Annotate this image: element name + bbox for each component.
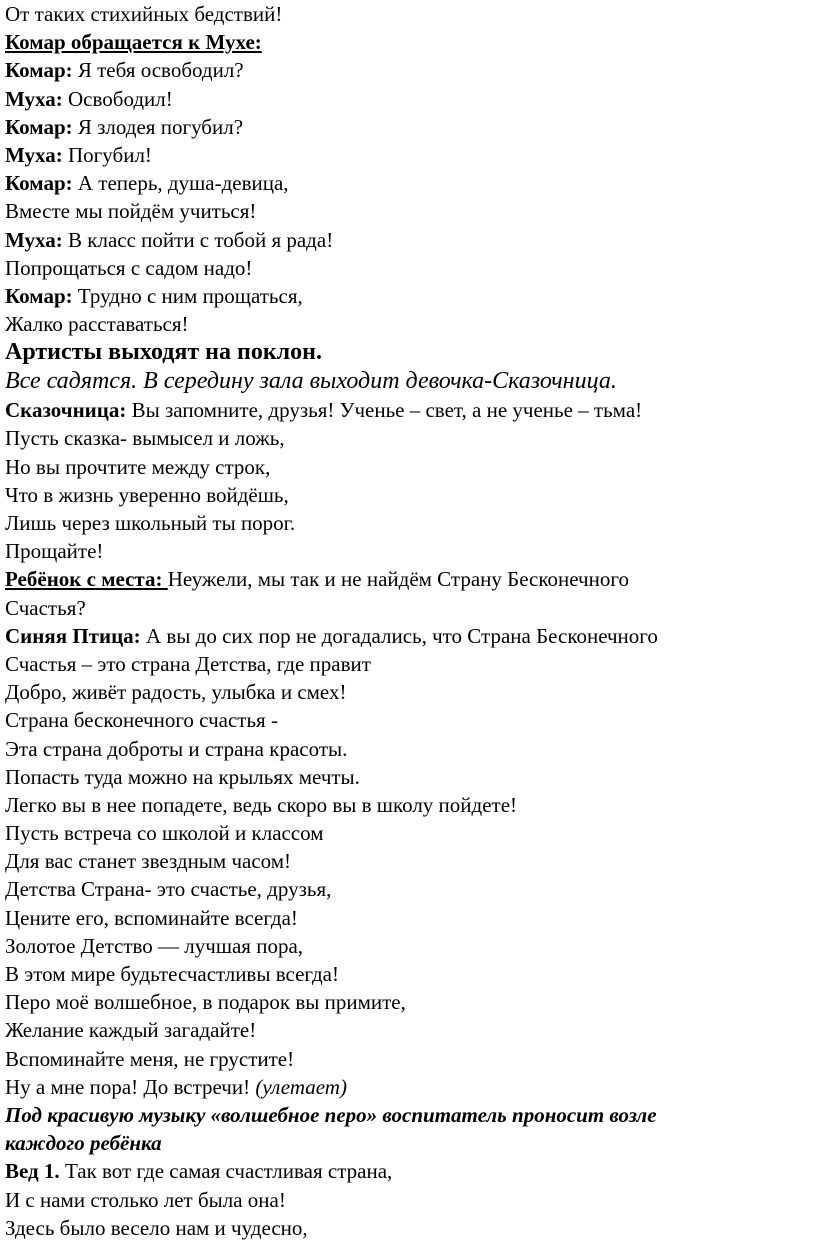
speaker-label: Комар: bbox=[5, 58, 73, 83]
line-text: (улетает) bbox=[255, 1074, 347, 1099]
line-text: Для вас станет звездным часом! bbox=[5, 849, 292, 874]
line-text: Ну а мне пора! До встречи! bbox=[5, 1074, 256, 1099]
line-text: Но вы прочтите между строк, bbox=[5, 454, 271, 479]
text-line bbox=[5, 1129, 816, 1157]
text-line bbox=[5, 1016, 816, 1044]
text-line bbox=[5, 0, 816, 28]
text-line bbox=[5, 735, 816, 763]
line-text: Детства Страна- это счастье, друзья, bbox=[5, 877, 332, 902]
text-line bbox=[5, 453, 816, 481]
speaker-label: Вед 1. bbox=[5, 1159, 60, 1184]
text-line bbox=[5, 169, 816, 197]
text-line bbox=[5, 678, 816, 706]
text-line bbox=[5, 56, 816, 84]
speaker-label: Синяя Птица: bbox=[5, 623, 141, 648]
line-text: Золотое Детство — лучшая пора, bbox=[5, 933, 304, 958]
line-text: Так вот где самая счастливая страна, bbox=[59, 1159, 393, 1184]
line-text: И с нами столько лет была она! bbox=[5, 1187, 286, 1212]
speaker-label: Под красивую музыку «волшебное перо» воспитатель проносит возле bbox=[5, 1102, 657, 1127]
speaker-label: Муха: bbox=[5, 227, 63, 252]
text-line bbox=[5, 960, 816, 988]
text-line bbox=[5, 28, 816, 56]
line-text: Лишь через школьный ты порог. bbox=[5, 511, 296, 535]
text-line bbox=[5, 650, 816, 678]
line-text: В этом мире будьтесчастливы всегда! bbox=[5, 962, 339, 986]
speaker-label: Муха: bbox=[5, 86, 63, 111]
text-line bbox=[5, 763, 816, 791]
line-text: Я тебя освободил? bbox=[72, 58, 244, 83]
text-line bbox=[5, 481, 816, 509]
line-text: Эта страна доброты и страна красоты. bbox=[5, 736, 348, 761]
text-line bbox=[5, 141, 816, 169]
line-text: Легко вы в нее попадете, ведь скоро вы в школу пойдете! bbox=[5, 792, 518, 817]
line-text: Здесь было весело нам и чудесно, bbox=[5, 1215, 308, 1240]
line-text: От таких стихийных бедствий! bbox=[5, 2, 283, 26]
line-text: Неужели, мы так и не найдём Страну Бесконечного bbox=[167, 567, 629, 592]
text-line bbox=[5, 875, 816, 903]
speaker-label: Комар обращается к Мухе: bbox=[5, 30, 262, 55]
text-line bbox=[5, 706, 816, 734]
text-line bbox=[5, 1073, 816, 1101]
text-line bbox=[5, 509, 816, 537]
line-text: Перо моё волшебное, в подарок вы примите, bbox=[5, 990, 406, 1015]
line-text: Вспоминайте меня, не грустите! bbox=[5, 1046, 295, 1071]
line-text: Освободил! bbox=[62, 86, 173, 111]
speaker-label: Сказочница: bbox=[5, 398, 127, 423]
line-text: Счастья – это страна Детства, где правит bbox=[5, 651, 371, 676]
text-line bbox=[5, 226, 816, 254]
text-line bbox=[5, 988, 816, 1016]
line-text: Вместе мы пойдём учиться! bbox=[5, 199, 257, 224]
speaker-label: Комар: bbox=[5, 283, 73, 308]
line-text: Жалко расставаться! bbox=[5, 312, 189, 337]
text-line bbox=[5, 904, 816, 932]
line-text: Цените его, вспоминайте всегда! bbox=[5, 905, 298, 930]
text-line bbox=[5, 254, 816, 282]
text-line bbox=[5, 1045, 816, 1073]
line-text: Все садятся. В середину зала выходит девочка-Сказочница. bbox=[5, 368, 617, 395]
line-text: А теперь, душа-девица, bbox=[72, 171, 289, 196]
text-line bbox=[5, 565, 816, 593]
line-text: Вы запомните, друзья! Ученье – свет, а не ученье – тьма! bbox=[126, 398, 643, 423]
line-text: Пусть встреча со школой и классом bbox=[5, 821, 324, 846]
speaker-label: Муха: bbox=[5, 142, 63, 167]
line-text: Погубил! bbox=[62, 142, 152, 167]
speaker-label: Комар: bbox=[5, 114, 73, 139]
line-text: В класс пойти с тобой я рада! bbox=[62, 227, 334, 252]
text-line bbox=[5, 424, 816, 452]
text-line bbox=[5, 932, 816, 960]
text-line bbox=[5, 622, 816, 650]
line-text: Счастья? bbox=[5, 595, 86, 620]
line-text: Желание каждый загадайте! bbox=[5, 1018, 257, 1043]
line-text: Попрощаться с садом надо! bbox=[5, 255, 253, 280]
line-text: Что в жизнь уверенно войдёшь, bbox=[5, 482, 289, 507]
text-line bbox=[5, 537, 816, 565]
speaker-label: Комар: bbox=[5, 171, 73, 196]
text-line bbox=[5, 113, 816, 141]
text-line bbox=[5, 197, 816, 225]
text-line bbox=[5, 1157, 816, 1185]
text-line bbox=[5, 396, 816, 424]
line-text: Пусть сказка- вымысел и ложь, bbox=[5, 426, 285, 451]
text-line bbox=[5, 594, 816, 622]
text-line bbox=[5, 791, 816, 819]
text-line bbox=[5, 819, 816, 847]
text-line bbox=[5, 1186, 816, 1214]
speaker-label: Артисты выходят на поклон. bbox=[5, 339, 322, 366]
line-text: Прощайте! bbox=[5, 539, 104, 564]
line-text: Попасть туда можно на крыльях мечты. bbox=[5, 764, 360, 789]
line-text: Трудно с ним прощаться, bbox=[72, 283, 303, 308]
line-text: Я злодея погубил? bbox=[72, 114, 244, 139]
line-text: Добро, живёт радость, улыбка и смех! bbox=[5, 680, 347, 705]
text-line bbox=[5, 85, 816, 113]
text-line bbox=[5, 847, 816, 875]
text-line bbox=[5, 310, 816, 338]
text-line bbox=[5, 282, 816, 310]
speaker-label: каждого ребёнка bbox=[5, 1131, 162, 1156]
line-text: Страна бесконечного счастья - bbox=[5, 708, 278, 733]
text-line bbox=[5, 338, 816, 367]
text-line bbox=[5, 1101, 816, 1129]
speaker-label: Ребёнок с места: bbox=[5, 567, 168, 592]
text-line bbox=[5, 367, 816, 396]
line-text: А вы до сих пор не догадались, что Страна Бесконечного bbox=[140, 623, 658, 648]
